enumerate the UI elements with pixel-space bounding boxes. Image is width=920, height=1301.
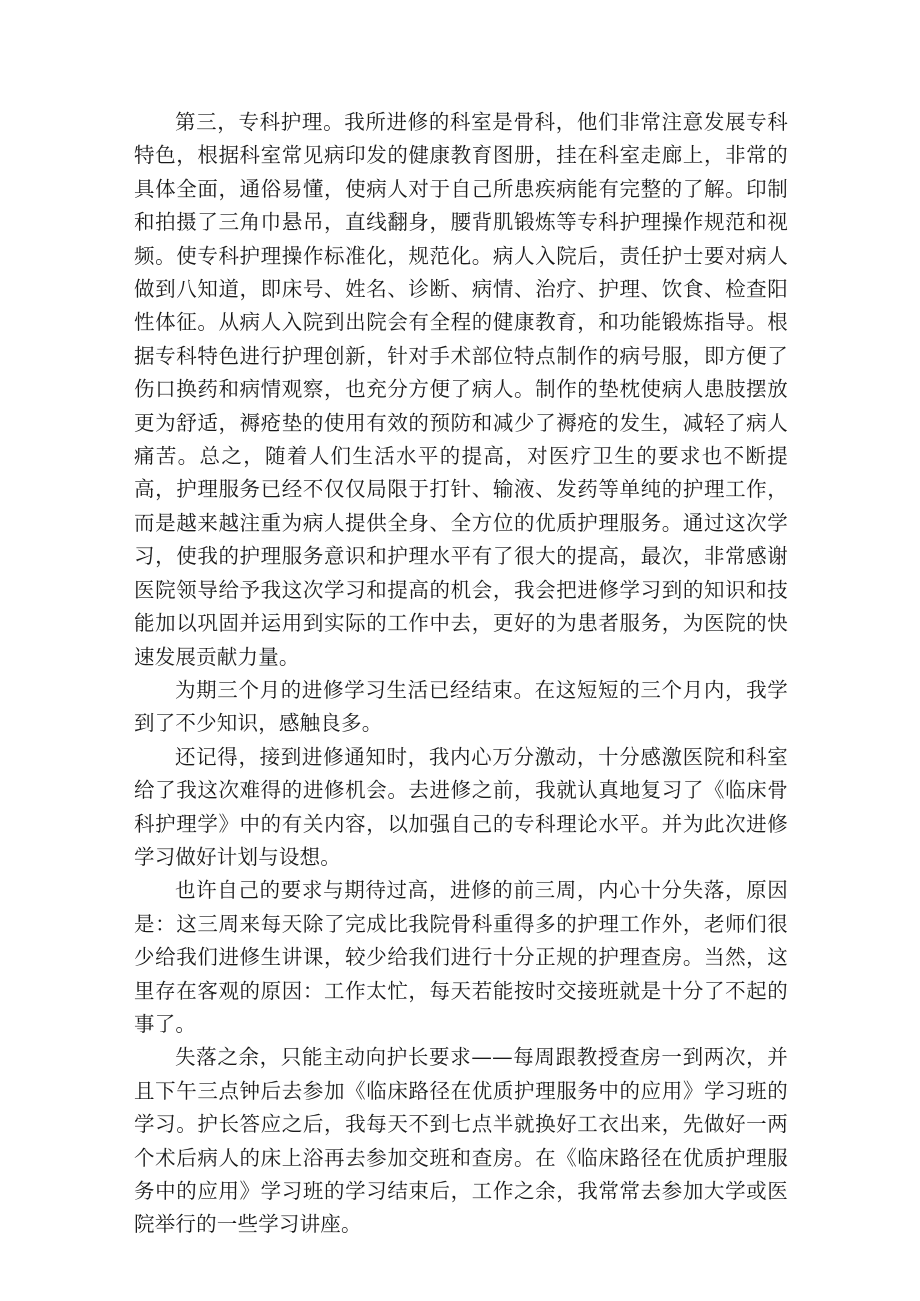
- paragraph-first-weeks: 也许自己的要求与期待过高，进修的前三周，内心十分失落，原因是：这三周来每天除了完成比我院骨科重得多的护理工作外，老师们很少给我们进修生讲课，较少给我们进行十分正规的护理查房。当然，这里存在客观的原因：工作太忙，每天若能按时交接班就是十分了不起的事了。: [134, 878, 788, 1036]
- paragraph-notification: 还记得，接到进修通知时，我内心万分激动，十分感激医院和科室给了我这次难得的进修机会。去进修之前，我就认真地复习了《临床骨科护理学》中的有关内容，以加强自己的专科理论水平。并为此次进修学习做好计划与设想。: [134, 744, 788, 869]
- paragraph-study-ended: 为期三个月的进修学习生活已经结束。在这短短的三个月内，我学到了不少知识，感触良多。: [134, 677, 788, 736]
- document-body: [134, 106, 788, 1242]
- paragraph-specialty-nursing: 第三，专科护理。我所进修的科室是骨科，他们非常注意发展专科特色，根据科室常见病印发的健康教育图册，挂在科室走廊上，非常的具体全面，通俗易懂，使病人对于自己所患疾病能有完整的了解。印制和拍摄了三角巾悬吊，直线翻身，腰背肌锻炼等专科护理操作规范和视频。使专科护理操作标准化，规范化。病人入院后，责任护士要对病人做到八知道，即床号、姓名、诊断、病情、治疗、护理、饮食、检查阳性体征。从病人入院到出院会有全程的健康教育，和功能锻炼指导。根据专科特色进行护理创新，针对手术部位特点制作的病号服，即方便了伤口换药和病情观察，也充分方便了病人。制作的垫枕使病人患肢摆放更为舒适，褥疮垫的使用有效的预防和减少了褥疮的发生，减轻了病人痛苦。总之，随着人们生活水平的提高，对医疗卫生的要求也不断提高，护理服务已经不仅仅局限于打针、输液、发药等单纯的护理工作，而是越来越注重为病人提供全身、全方位的优质护理服务。通过这次学习，使我的护理服务意识和护理水平有了很大的提高，最次，非常感谢医院领导给予我这次学习和提高的机会，我会把进修学习到的知识和技能加以巩固并运用到实际的工作中去，更好的为患者服务，为医院的快速发展贡献力量。: [134, 110, 788, 669]
- paragraph-initiative: 失落之余，只能主动向护长要求——每周跟教授查房一到两次，并且下午三点钟后去参加《临床路径在优质护理服务中的应用》学习班的学习。护长答应之后，我每天不到七点半就换好工衣出来，先做好一两个术后病人的床上浴再去参加交班和查房。在《临床路径在优质护理服务中的应用》学习班的学习结束后，工作之余，我常常去参加大学或医院举行的一些学习讲座。: [134, 1045, 788, 1237]
